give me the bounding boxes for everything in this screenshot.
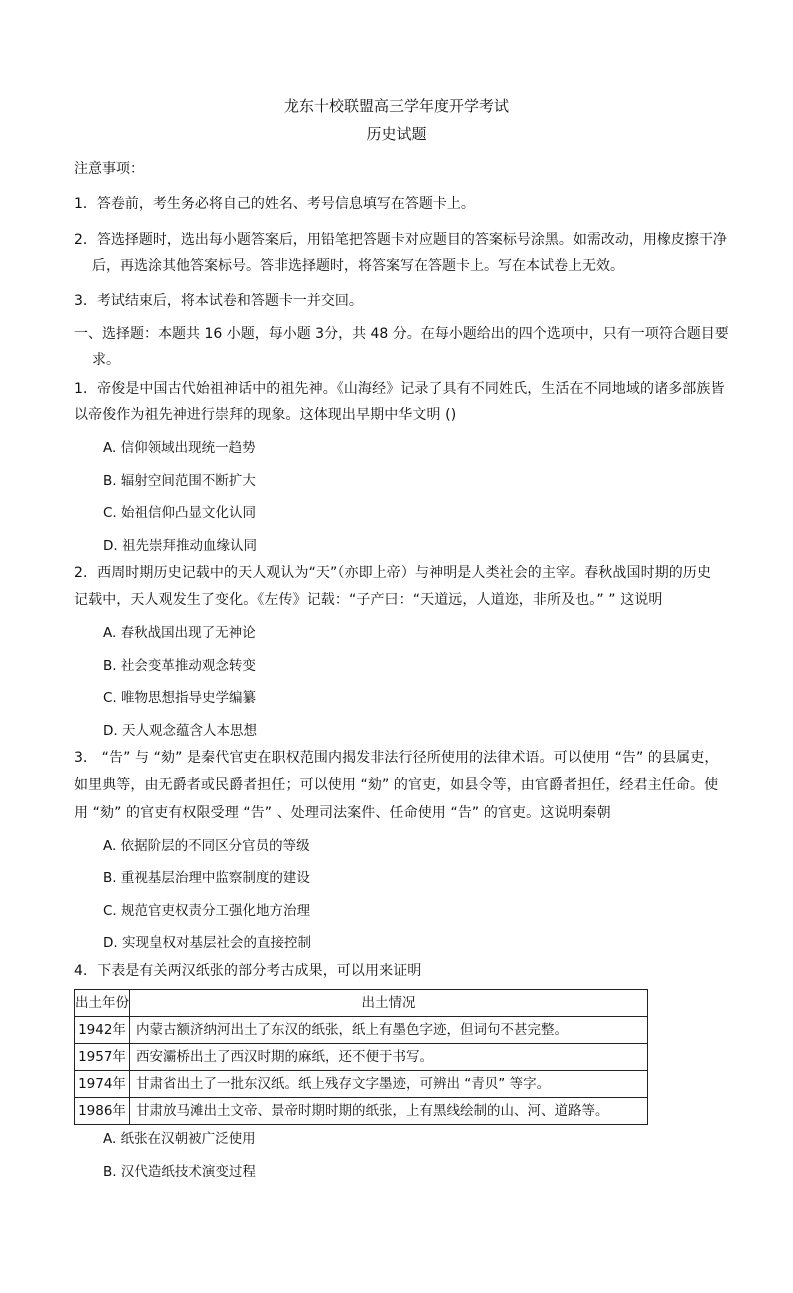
table-cell-detail: 西安灞桥出土了西汉时期的麻纸，还不便于书写。	[130, 1044, 648, 1071]
answer-option: D. 祖先崇拜推动血缘认同	[103, 538, 257, 554]
question-text: 如里典等，由无爵者或民爵者担任；可以使用 “劾” 的官吏，如县令等，由官爵者担任，经君主任命。使	[74, 777, 719, 793]
table-header-row	[75, 990, 648, 1017]
table-cell-year: 1974年	[75, 1071, 130, 1098]
question-text: 记载中，天人观发生了变化。《左传》记载：“子产曰：“天道远，人道迩，非所及也。” ” 这说明	[74, 592, 663, 608]
table-cell-detail: 甘肃放马滩出土文帝、景帝时期时期的纸张，上有黑线绘制的山、河、道路等。	[130, 1098, 648, 1125]
answer-option: D. 实现皇权对基层社会的直接控制	[103, 935, 311, 951]
answer-option: A. 纸张在汉朝被广泛使用	[103, 1131, 256, 1147]
section-instruction: 一、选择题：本题共 16 小题，每小题 3分，共 48 分。在每小题给出的四个选项中，只有一项符合题目要	[74, 326, 729, 342]
notice-heading: 注意事项：	[74, 161, 144, 177]
question-text: 2．西周时期历史记载中的天人观认为“天”（亦即上帝）与神明是人类社会的主宰。春秋战国时期的历史	[74, 565, 712, 581]
notice-item: 2．答选择题时，选出每小题答案后，用铅笔把答题卡对应题目的答案标号涂黑。如需改动，用橡皮擦干净	[74, 232, 727, 248]
exam-subtitle: 历史试题	[366, 125, 427, 143]
answer-option: A. 依据阶层的不同区分官员的等级	[103, 838, 310, 854]
table-cell-year: 1986年	[75, 1098, 130, 1125]
answer-option: B. 汉代造纸技术演变过程	[103, 1164, 256, 1180]
table-cell-year: 1957年	[75, 1044, 130, 1071]
answer-option: D. 天人观念蕴含人本思想	[103, 723, 257, 739]
notice-item-continuation: 后，再选涂其他答案标号。答非选择题时，将答案写在答题卡上。写在本试卷上无效。	[92, 258, 624, 274]
table-cell-detail: 甘肃省出土了一批东汉纸。纸上残存文字墨迹，可辨出 “青贝” 等字。	[130, 1071, 648, 1098]
answer-option: B. 社会变革推动观念转变	[103, 658, 256, 674]
table-cell-year: 1942年	[75, 1017, 130, 1044]
answer-option: C. 始祖信仰凸显文化认同	[103, 505, 257, 521]
table-header-cell: 出土情况	[130, 990, 648, 1017]
notice-item: 3．考试结束后，将本试卷和答题卡一并交回。	[74, 293, 363, 309]
answer-option: A. 信仰领域出现统一趋势	[103, 440, 256, 456]
section-instruction-continuation: 求。	[92, 352, 120, 368]
answer-option: C. 规范官吏权责分工强化地方治理	[103, 903, 311, 919]
table-header-cell: 出土年份	[75, 990, 130, 1017]
exam-title: 龙东十校联盟高三学年度开学考试	[283, 97, 509, 115]
table-row	[75, 1017, 648, 1044]
question-text: 3． “告” 与 “劾” 是秦代官吏在职权范围内揭发非法行径所使用的法律术语。可以使用 “告” 的县属吏，	[74, 750, 719, 766]
answer-option: B. 重视基层治理中监察制度的建设	[103, 870, 310, 886]
table-row	[75, 1044, 648, 1071]
answer-option: C. 唯物思想指导史学编纂	[103, 690, 257, 706]
question-text: 以帝俊作为祖先神进行崇拜的现象。这体现出早期中华文明 ()	[74, 407, 457, 423]
question-text: 用 “劾” 的官吏有权限受理 “告” 、处理司法案件、任命使用 “告” 的官吏。这说明秦朝	[74, 805, 611, 821]
excavation-table	[74, 989, 648, 1125]
notice-item: 1．答卷前，考生务必将自己的姓名、考号信息填写在答题卡上。	[74, 196, 475, 212]
table-row	[75, 1098, 648, 1125]
answer-option: A. 春秋战国出现了无神论	[103, 625, 256, 641]
table-row	[75, 1071, 648, 1098]
question-text: 1．帝俊是中国古代始祖神话中的祖先神。《山海经》记录了具有不同姓氏，生活在不同地域的诸多部族皆	[74, 381, 725, 397]
question-text: 4．下表是有关两汉纸张的部分考古成果，可以用来证明	[74, 963, 422, 979]
table-cell-detail: 内蒙古额济纳河出土了东汉的纸张，纸上有墨色字迹，但词句不甚完整。	[130, 1017, 648, 1044]
answer-option: B. 辐射空间范围不断扩大	[103, 473, 256, 489]
